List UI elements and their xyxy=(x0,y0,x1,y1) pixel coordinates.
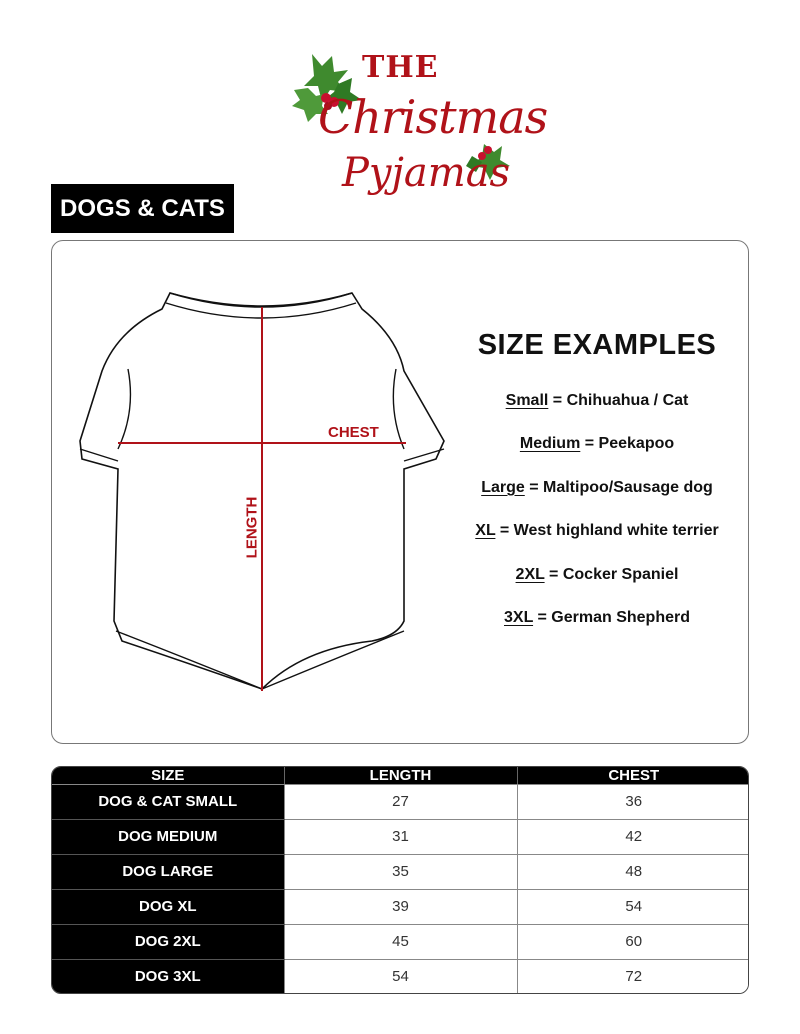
row-size: DOG 3XL xyxy=(52,959,284,993)
row-chest: 60 xyxy=(517,924,749,959)
row-chest: 36 xyxy=(517,785,749,820)
example-size: XL xyxy=(475,522,496,540)
example-size: Small xyxy=(505,392,549,409)
size-examples-title: SIZE EXAMPLES xyxy=(477,329,717,361)
table-row xyxy=(52,819,749,854)
example-breed: = German Shepherd xyxy=(533,608,690,626)
brand-logo xyxy=(288,44,548,214)
column-header-length: LENGTH xyxy=(284,767,517,785)
table-row xyxy=(52,785,749,820)
row-length: 27 xyxy=(284,785,517,820)
example-breed: = West highland white terrier xyxy=(495,522,719,540)
row-size: DOG LARGE xyxy=(52,854,284,889)
logo-the: THE xyxy=(362,50,439,85)
row-length: 39 xyxy=(284,889,517,924)
row-length: 35 xyxy=(284,854,517,889)
size-table xyxy=(51,766,749,994)
logo-pyjamas: Pyjamas xyxy=(342,150,511,196)
example-row-2xl xyxy=(448,566,746,609)
row-length: 31 xyxy=(284,819,517,854)
row-chest: 48 xyxy=(517,854,749,889)
table-row xyxy=(52,889,749,924)
row-size: DOG & CAT SMALL xyxy=(52,785,284,820)
row-chest: 42 xyxy=(517,819,749,854)
row-chest: 72 xyxy=(517,959,749,993)
column-header-size: SIZE xyxy=(52,767,284,785)
size-diagram-panel xyxy=(51,240,749,744)
example-breed: = Peekapoo xyxy=(580,435,675,453)
length-label: LENGTH xyxy=(243,496,261,559)
example-row-small xyxy=(448,392,746,435)
example-row-large xyxy=(448,479,746,522)
table-row xyxy=(52,854,749,889)
example-row-3xl xyxy=(448,609,746,652)
table-row xyxy=(52,924,749,959)
example-breed: = Cocker Spaniel xyxy=(544,565,679,583)
row-length: 54 xyxy=(284,959,517,993)
row-size: DOG MEDIUM xyxy=(52,819,284,854)
row-length: 45 xyxy=(284,924,517,959)
table-header-row xyxy=(52,767,749,785)
section-tag: DOGS & CATS xyxy=(51,184,234,233)
column-header-chest: CHEST xyxy=(517,767,749,785)
example-size: 3XL xyxy=(504,608,534,626)
table-row xyxy=(52,959,749,993)
example-breed: = Maltipoo/Sausage dog xyxy=(524,478,713,496)
example-breed: = Chihuahua / Cat xyxy=(548,392,689,409)
example-size: 2XL xyxy=(515,565,545,583)
example-row-xl xyxy=(448,522,746,565)
example-row-medium xyxy=(448,435,746,478)
example-size: Large xyxy=(481,478,525,496)
row-size: DOG 2XL xyxy=(52,924,284,959)
logo-christmas: Christmas xyxy=(318,90,548,144)
chest-label: CHEST xyxy=(328,424,379,441)
row-chest: 54 xyxy=(517,889,749,924)
row-size: DOG XL xyxy=(52,889,284,924)
size-examples xyxy=(448,329,746,652)
example-size: Medium xyxy=(519,435,581,453)
